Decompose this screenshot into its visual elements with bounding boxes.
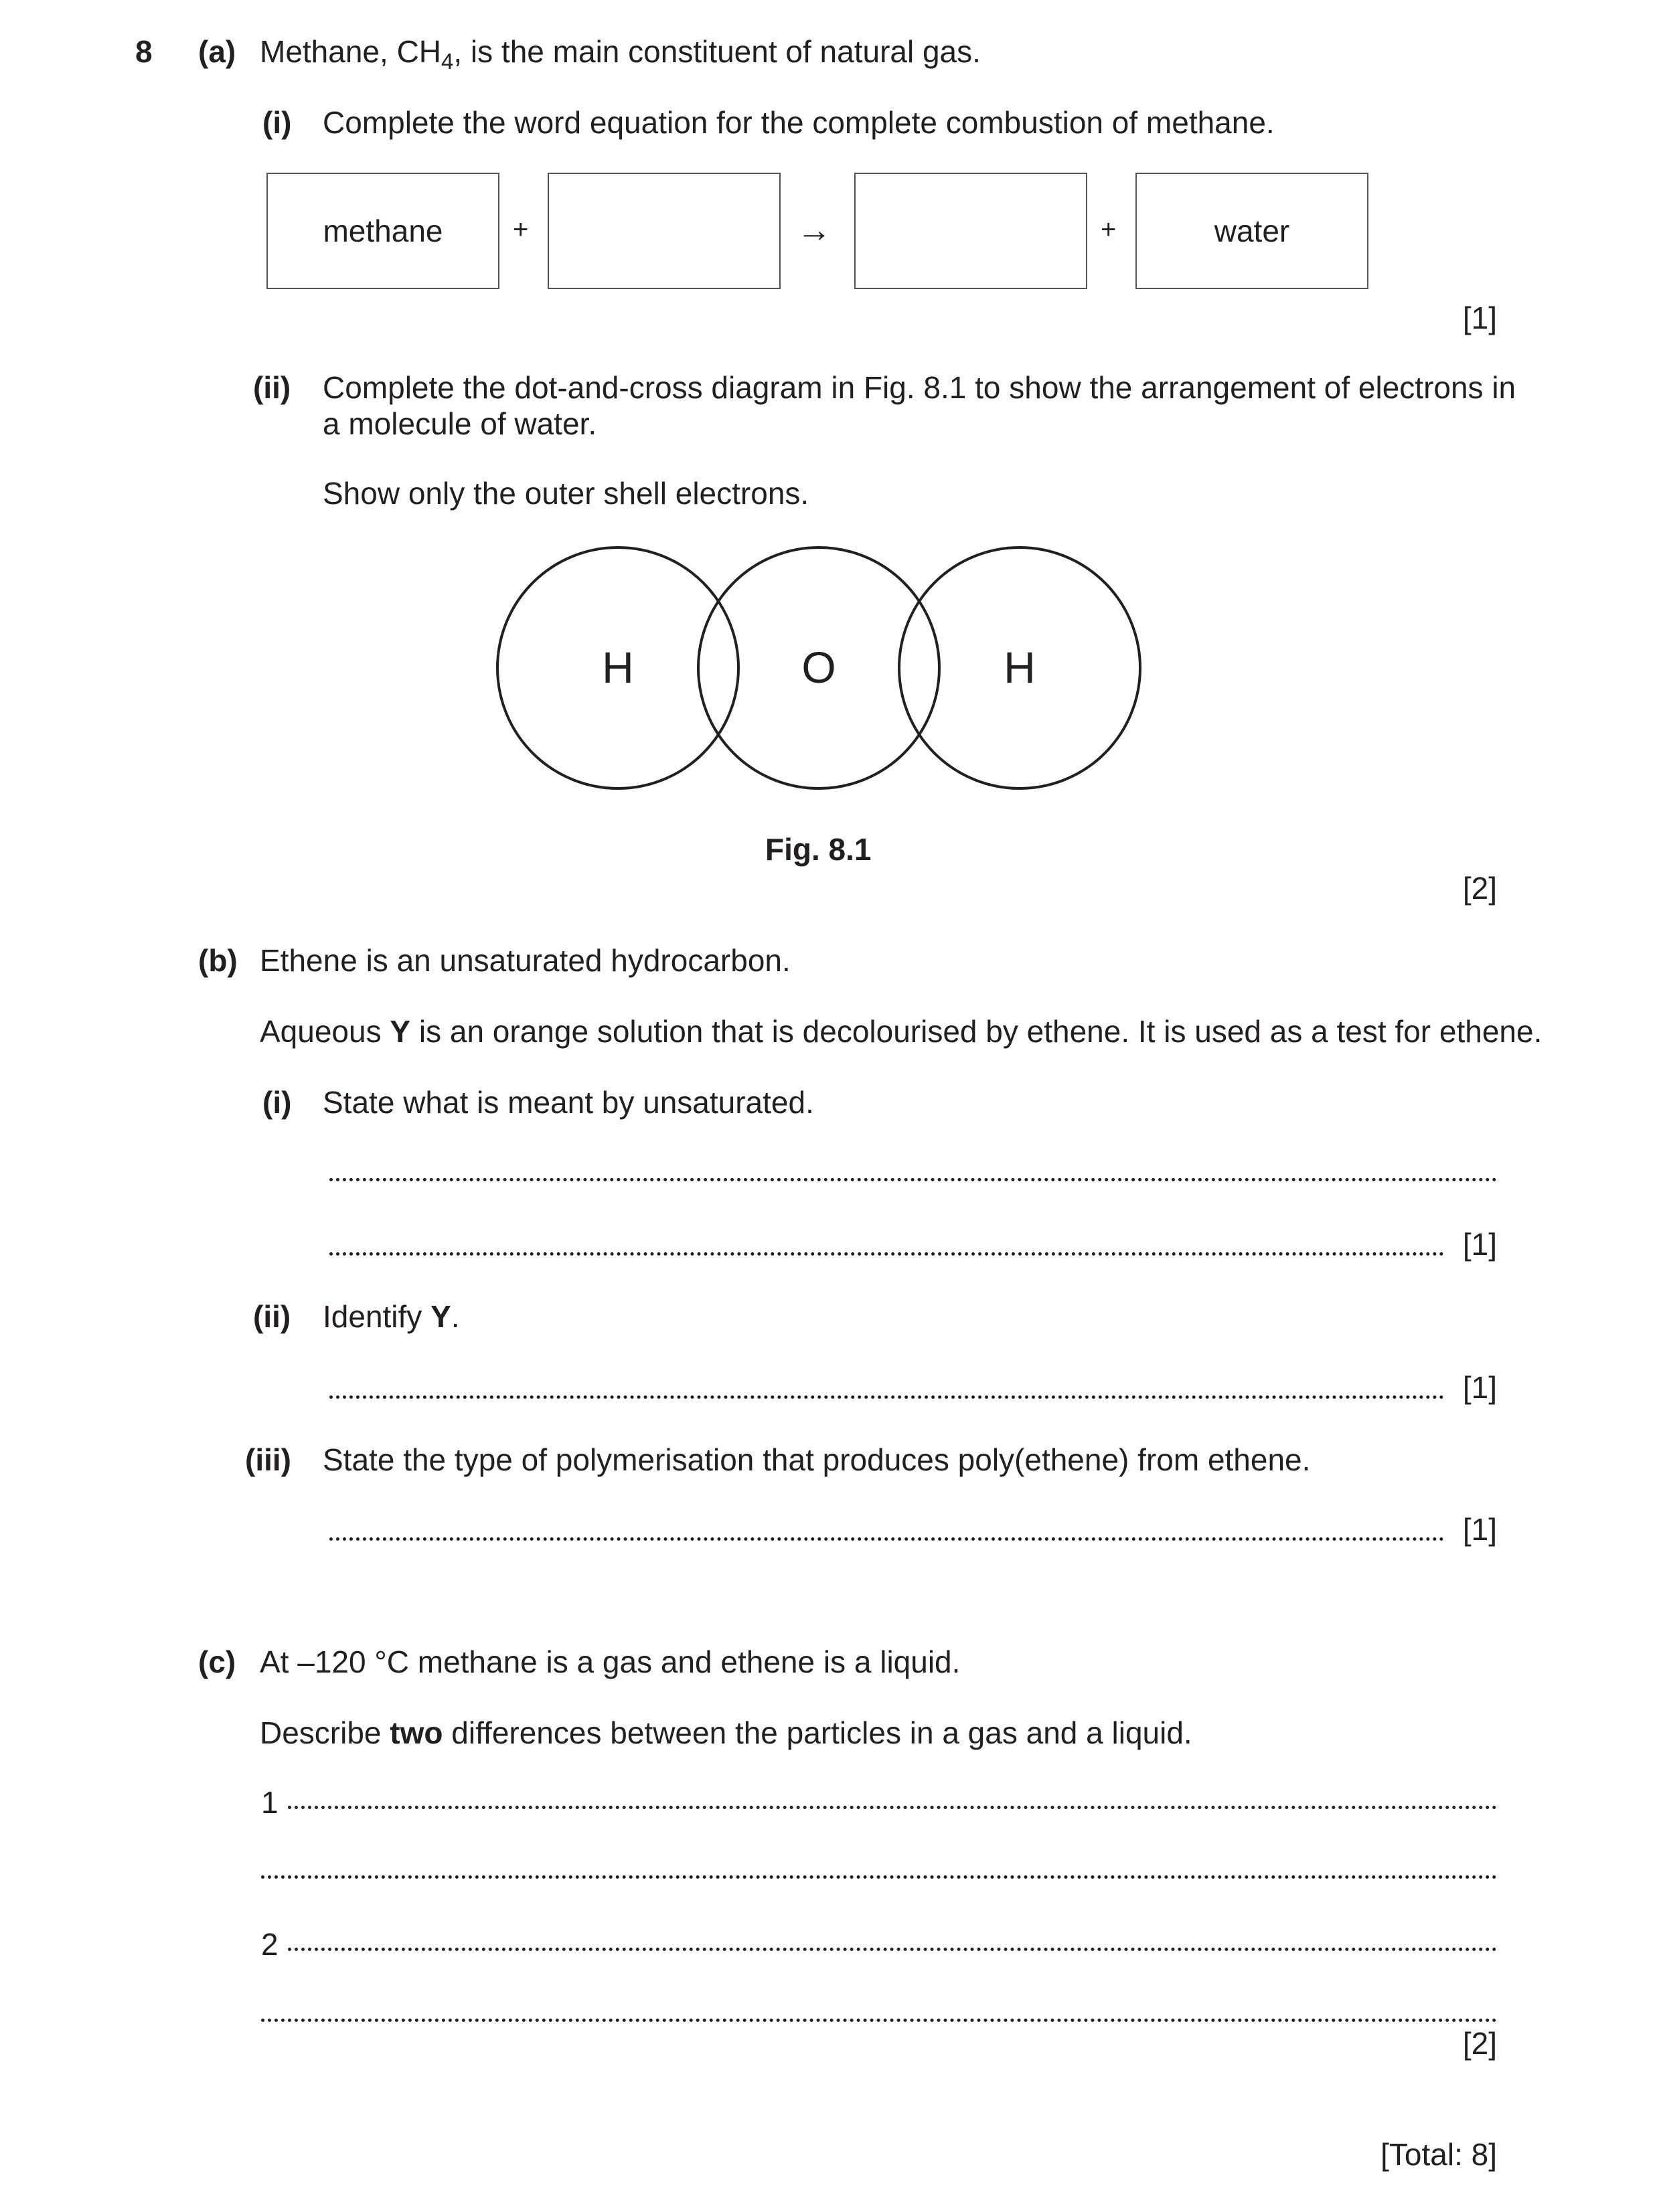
part-a-ii-instruction: Show only the outer shell electrons. [323, 476, 809, 511]
equation-plus-1: + [513, 215, 529, 244]
equation-box-water-text: water [1214, 214, 1290, 248]
part-b-ii-mark: [1] [1462, 1370, 1497, 1405]
part-b-iii-answer-row [329, 1514, 1497, 1545]
part-b-ii-text-before: Identify [323, 1299, 431, 1334]
water-dot-and-cross-diagram[interactable] [489, 535, 1145, 803]
part-c-answer-line-1a[interactable] [288, 1806, 1497, 1809]
part-a-i-mark: [1] [1462, 301, 1497, 335]
part-c-describe-before: Describe [260, 1715, 390, 1750]
part-a-intro-rest: , is the main constituent of natural gas. [453, 34, 981, 69]
part-b-aqueous-y: Y [390, 1014, 411, 1049]
equation-arrow: → [797, 211, 832, 250]
equation-box-methane [266, 173, 499, 289]
part-c-describe-two: two [390, 1715, 443, 1750]
part-c-describe [260, 1717, 1192, 1748]
part-b-iii-label: (iii) [245, 1442, 291, 1477]
part-b-iii-text: State the type of polymerisation that produces poly(ethene) from ethene. [323, 1442, 1311, 1477]
part-b-label: (b) [198, 943, 238, 978]
atom-left-symbol: H [602, 643, 634, 692]
part-b-i-mark: [1] [1462, 1227, 1497, 1262]
equation-answer-box-2[interactable] [854, 173, 1087, 289]
part-a-ii-text-line2: a molecule of water. [323, 406, 597, 441]
part-b-ii-text-after: . [451, 1299, 460, 1334]
atom-center-symbol: O [801, 643, 836, 692]
part-a-ii-text-line1: Complete the dot-and-cross diagram in Fig. 8.1 to show the arrangement of electrons in [323, 370, 1516, 405]
part-c-describe-after: differences between the particles in a gas and a liquid. [443, 1715, 1192, 1750]
part-b-i-answer-line-2[interactable] [329, 1252, 1444, 1256]
part-c-intro: At –120 °C methane is a gas and ethene is a liquid. [260, 1644, 961, 1679]
part-a-intro-text: Methane, CH [260, 34, 442, 69]
part-c-label: (c) [198, 1644, 236, 1679]
part-b-ii-answer-row [329, 1372, 1497, 1403]
part-a-i-text: Complete the word equation for the complete combustion of methane. [323, 105, 1275, 140]
part-b-intro: Ethene is an unsaturated hydrocarbon. [260, 943, 791, 978]
question-total-marks: [Total: 8] [1380, 2137, 1497, 2172]
part-b-aqueous-before: Aqueous [260, 1014, 390, 1049]
atom-right-symbol: H [1004, 643, 1036, 692]
part-b-i-label: (i) [262, 1085, 292, 1120]
part-c-answer-line-2a[interactable] [288, 1948, 1497, 1951]
figure-caption: Fig. 8.1 [765, 832, 872, 867]
part-a-ii-label: (ii) [253, 370, 291, 405]
part-c-answer-line-1b[interactable] [261, 1875, 1497, 1879]
part-b-i-text: State what is meant by unsaturated. [323, 1085, 814, 1120]
equation-answer-box-1[interactable] [548, 173, 781, 289]
equation-box-methane-text: methane [323, 214, 443, 248]
part-c-answer-line-2b[interactable] [261, 2019, 1497, 2022]
part-b-ii-answer-line[interactable] [329, 1395, 1444, 1399]
part-c-line-1-number: 1 [261, 1785, 279, 1820]
equation-box-water [1135, 173, 1368, 289]
part-c-mark: [2] [1462, 2026, 1497, 2061]
part-b-iii-mark: [1] [1462, 1512, 1497, 1547]
part-b-aqueous-text [260, 1016, 1542, 1047]
part-a-label: (a) [198, 34, 236, 69]
part-b-ii-text-y: Y [430, 1299, 451, 1334]
part-b-aqueous-after: is an orange solution that is decolourised by ethene. It is used as a test for ethene. [410, 1014, 1543, 1049]
part-b-i-answer-row-2 [329, 1229, 1497, 1260]
part-b-iii-answer-line[interactable] [329, 1537, 1444, 1541]
part-b-ii-label: (ii) [253, 1299, 291, 1334]
part-b-ii-text [323, 1301, 460, 1332]
part-a-ii-mark: [2] [1462, 871, 1497, 906]
part-a-i-label: (i) [262, 105, 292, 140]
part-a-intro [260, 36, 981, 72]
question-number: 8 [135, 34, 153, 69]
part-c-line-2-number: 2 [261, 1927, 279, 1962]
part-a-intro-subscript: 4 [441, 49, 454, 74]
part-b-i-answer-line-1[interactable] [329, 1178, 1497, 1181]
equation-plus-2: + [1101, 215, 1117, 244]
